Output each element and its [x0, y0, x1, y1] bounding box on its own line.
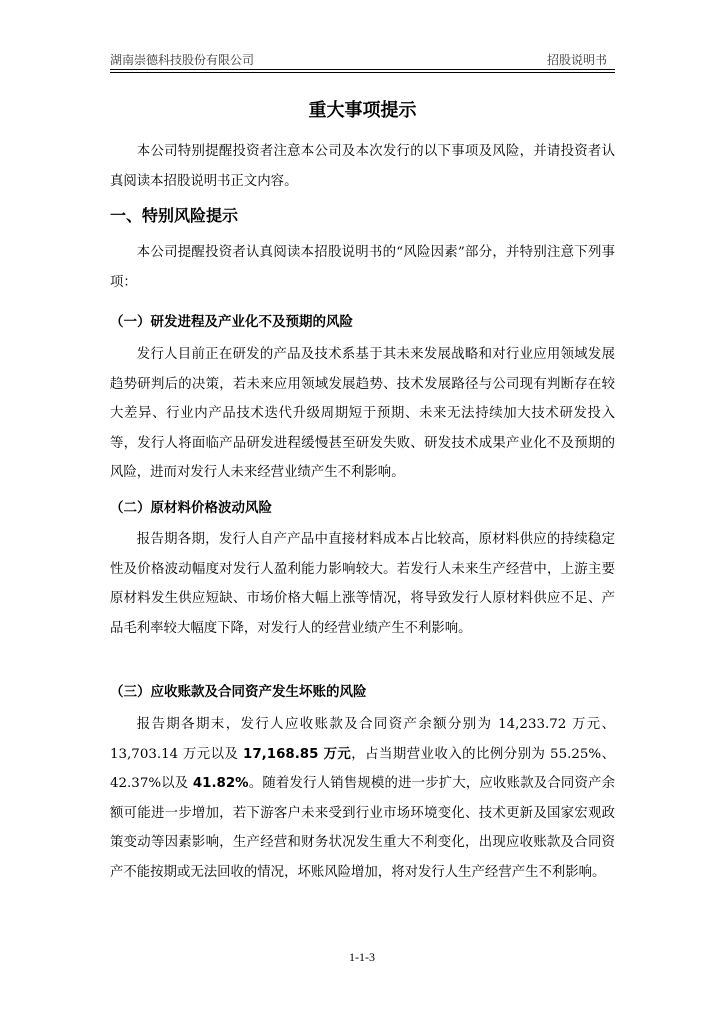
risk3-ratio-bold: 41.82% [192, 776, 249, 791]
risk3-text-2: ，占当期营业收入的比例分别为 55.25%、42.37%以及 [110, 746, 615, 791]
section-intro: 本公司提醒投资者认真阅读本招股说明书的“风险因素”部分，并特别注意下列事项： [110, 245, 615, 290]
section-heading: 一、特别风险提示 [110, 206, 239, 225]
page-header [110, 53, 615, 70]
page-title: 重大事项提示 [308, 100, 417, 121]
risk3-amount-bold: 17,168.85 万元 [243, 746, 352, 762]
risk3-text-1: 报告期各期末，发行人应收账款及合同资产余额分别为 14,233.72 万元、13,703.14 万元以及 [110, 717, 615, 762]
risk1-body: 发行人目前正在研发的产品及技术系基于其未来发展战略和对行业应用领域发展趋势研判后的决策，若未来应用领域发展趋势、技术发展路径与公司现有判断存在较大差异、行业内产品技术迭代升级周期短于预期、未来无法持续加大技术研发投入等，发行人将面临产品研发进程缓慢甚至研发失败、研发技术成果产业化不及预期的风险，进而对发行人未来经营业绩产生不利影响。 [110, 347, 615, 480]
intro-paragraph: 本公司特别提醒投资者注意本公司及本次发行的以下事项及风险，并请投资者认真阅读本招股说明书正文内容。 [110, 144, 615, 189]
risk2-body: 报告期各期，发行人自产产品中直接材料成本占比较高，原材料供应的持续稳定性及价格波动幅度对发行人盈利能力影响较大。若发行人未来生产经营中，上游主要原材料发生供应短缺、市场价格大幅上涨等情况，将导致发行人原材料供应不足、产品毛利率较大幅度下降，对发行人的经营业绩产生不利影响。 [110, 532, 615, 636]
risk2-heading: （二）原材料价格波动风险 [110, 500, 272, 516]
risk3-body [110, 710, 615, 887]
header-rule [110, 72, 615, 73]
page-number: 1-1-3 [349, 950, 375, 964]
header-doc-type: 招股说明书 [546, 53, 607, 67]
risk1-heading: （一）研发进程及产业化不及预期的风险 [110, 314, 353, 330]
risk3-heading: （三）应收账款及合同资产发生坏账的风险 [110, 684, 367, 700]
header-company: 湖南崇德科技股份有限公司 [110, 53, 255, 67]
risk3-text-3: 。随着发行人销售规模的进一步扩大，应收账款及合同资产余额可能进一步增加，若下游客户未来受到行业市场环境变化、技术更新及国家宏观政策变动等因素影响，生产经营和财务状况发生重大不利变化，出现应收账款及合同资产不能按期或无法回收的情况，坏账风险增加，将对发行人生产经营产生不利影响。 [110, 776, 615, 880]
